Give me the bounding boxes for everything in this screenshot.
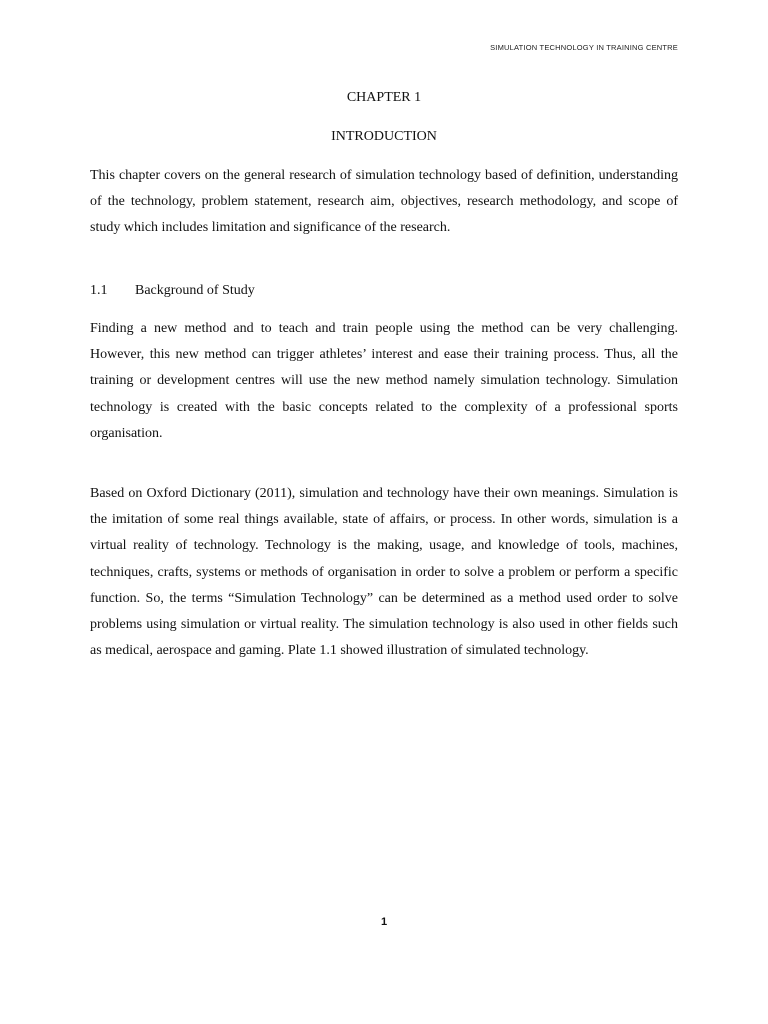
page-number: 1 [380, 916, 388, 928]
body-paragraph: Based on Oxford Dictionary (2011), simulation and technology have their own meanings. Simulation is the imitation of some real things available, state of affairs, or process. In other words, simulation is a virtual reality of technology. Technology is the making, usage, and knowledge of tools, machines, techniques, crafts, systems or methods of organisation in order to solve a problem or perform a specific function. So, the terms “Simulation Technology” can be determined as a method used order to solve problems using simulation or virtual reality. The simulation technology is also used in other fields such as medical, aerospace and gaming. Plate 1.1 showed illustration of simulated technology. [90, 486, 678, 659]
chapter-number: CHAPTER 1 [346, 90, 422, 105]
body-paragraph: Finding a new method and to teach and train people using the method can be very challenging. However, this new method can trigger athletes’ interest and ease their training process. Thus, all the training or development centres will use the new method namely simulation technology. Simulation technology is created with the basic concepts related to the complexity of a professional sports organisation. [90, 321, 678, 441]
section-number: 1.1 [90, 283, 108, 298]
section-heading [90, 283, 255, 299]
intro-paragraph: This chapter covers on the general research of simulation technology based of definition, understanding of the technology, problem statement, research aim, objectives, research methodology, and scope of study which includes limitation and significance of the research. [90, 168, 678, 236]
section-title: Background of Study [135, 283, 255, 298]
running-header: SIMULATION TECHNOLOGY IN TRAINING CENTRE [490, 43, 678, 52]
chapter-title: INTRODUCTION [331, 129, 437, 144]
